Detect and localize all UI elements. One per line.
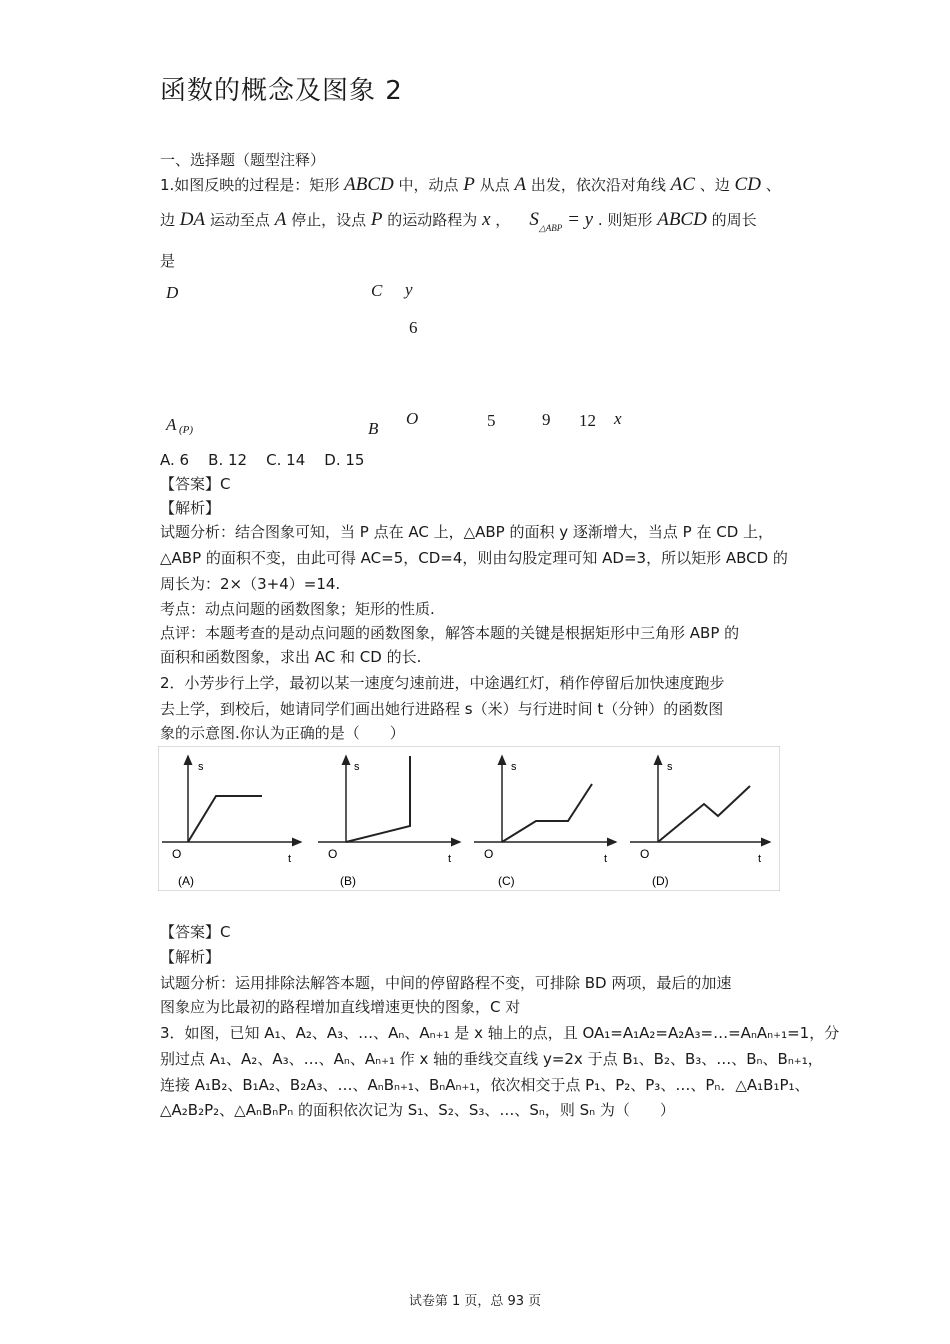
q1-text: 出发，依次沿对角线 xyxy=(530,176,666,194)
q1-eq: = y xyxy=(567,209,594,230)
q1-text: 中，动点 xyxy=(398,176,459,194)
q1-text: 、 xyxy=(765,176,781,194)
section-heading: 一、选择题（题型注释） xyxy=(160,151,326,169)
q1-text: . 则矩形 xyxy=(597,211,653,229)
graph-b xyxy=(318,756,460,888)
q1-text: 的周长 xyxy=(711,211,757,229)
q3-line: 3．如图，已知 A₁、A₂、A₃、…、Aₙ、Aₙ₊₁ 是 x 轴上的点，且 OA₁=A₁A₂=A₂A₃=…=AₙAₙ₊₁=1，分 xyxy=(160,1024,840,1042)
graph-b-t-label: t xyxy=(448,853,452,865)
q1-text: 的运动路程为 xyxy=(387,211,478,229)
graph-b-s-label: s xyxy=(354,761,360,773)
q1-analysis-tag: 【解析】 xyxy=(160,499,221,517)
q2-analysis-line: 试题分析：运用排除法解答本题，中间的停留路程不变，可排除 BD 两项，最后的加速 xyxy=(160,974,732,992)
q1-s-sub: △ABP xyxy=(538,223,563,233)
q1-abcd2: ABCD xyxy=(657,209,707,230)
graph-d-caption: (D) xyxy=(652,874,669,888)
q1-ac: AC xyxy=(670,174,695,195)
q1-text: 、边 xyxy=(699,176,730,194)
graph-a-s-label: s xyxy=(198,761,204,773)
graph-a-curve xyxy=(188,796,262,842)
graph-c-curve xyxy=(502,784,592,842)
label-c: C xyxy=(371,281,383,300)
page-footer: 试卷第 1 页，总 93 页 xyxy=(408,1294,542,1309)
q1-answer: 【答案】C xyxy=(160,475,231,493)
graph-d-curve xyxy=(658,786,750,842)
label-p: (P) xyxy=(179,424,194,436)
q1-kaodian: 考点：动点问题的函数图象；矩形的性质. xyxy=(160,600,435,618)
graph-c-s-label: s xyxy=(511,761,517,773)
label-x-axis: x xyxy=(614,409,622,428)
q1-text: 运动至点 xyxy=(209,211,270,229)
q3-line: 连接 A₁B₂、B₁A₂、B₂A₃、…、AₙBₙ₊₁、BₙAₙ₊₁，依次相交于点 P₁、P₂、P₃、…、Pₙ．△A₁B₁P₁、 xyxy=(160,1076,810,1094)
label-x-nine: 9 xyxy=(542,410,551,429)
q1-line3: 是 xyxy=(160,252,176,270)
graph-a xyxy=(162,756,301,888)
graph-d-origin: O xyxy=(640,847,650,861)
q1-text: ， xyxy=(495,211,511,229)
label-y-six: 6 xyxy=(409,318,418,337)
q1-p2: P xyxy=(370,209,383,230)
q2-line: 去上学，到校后，她请同学们画出她行进路程 s（米）与行进时间 t（分钟）的函数图 xyxy=(160,700,724,718)
q2-analysis-line: 图象应为比最初的路程增加直线增速更快的图象，C 对 xyxy=(160,998,521,1016)
q1-text: 停止，设点 xyxy=(291,211,367,229)
q1-text: 1.如图反映的过程是：矩形 xyxy=(160,176,340,194)
q1-x: x xyxy=(482,209,491,230)
q1-abcd: ABCD xyxy=(344,174,394,195)
q1-cd: CD xyxy=(734,174,761,195)
label-b: B xyxy=(368,419,379,438)
q1-options: A. 6 B. 12 C. 14 D. 15 xyxy=(160,451,365,469)
q1-da: DA xyxy=(179,209,206,230)
page-title: 函数的概念及图象 2 xyxy=(160,76,403,106)
q1-text: 从点 xyxy=(479,176,510,194)
label-a: A xyxy=(166,415,177,434)
q1-line2 xyxy=(160,208,757,234)
q1-analysis-line: 试题分析：结合图象可知，当 P 点在 AC 上，△ABP 的面积 y 逐渐增大，当点 P 在 CD 上， xyxy=(160,523,774,541)
q3-line: 别过点 A₁、A₂、A₃、…、Aₙ、Aₙ₊₁ 作 x 轴的垂线交直线 y=2x 于点 B₁、B₂、B₃、…、Bₙ、Bₙ₊₁， xyxy=(160,1050,823,1068)
q1-text: 边 xyxy=(160,211,176,229)
q2-answer: 【答案】C xyxy=(160,923,231,941)
graph-c xyxy=(474,756,616,888)
q1-line1 xyxy=(160,173,781,197)
q1-dianping-line: 点评：本题考查的是动点问题的函数图象，解答本题的关键是根据矩形中三角形 ABP 的 xyxy=(160,624,740,642)
label-origin: O xyxy=(406,409,419,428)
q2-line: 象的示意图.你认为正确的是（ ） xyxy=(160,724,405,742)
graph-b-caption: (B) xyxy=(340,874,356,888)
label-x-twelve: 12 xyxy=(579,411,596,430)
label-d: D xyxy=(166,283,179,302)
q1-analysis-line: △ABP 的面积不变，由此可得 AC=5，CD=4，则由勾股定理可知 AD=3，所以矩形 ABCD 的 xyxy=(160,549,788,567)
q2-line: 2．小芳步行上学，最初以某一速度匀速前进，中途遇红灯，稍作停留后加快速度跑步 xyxy=(160,674,725,692)
q1-analysis-line: 周长为：2×（3+4）=14. xyxy=(160,575,341,593)
graph-c-t-label: t xyxy=(604,853,608,865)
graph-a-origin: O xyxy=(172,847,182,861)
graph-c-origin: O xyxy=(484,847,494,861)
q3-line: △A₂B₂P₂、△AₙBₙPₙ 的面积依次记为 S₁、S₂、S₃、…、Sₙ，则 Sₙ 为（ ） xyxy=(160,1101,675,1119)
graph-d-s-label: s xyxy=(667,761,673,773)
graph-c-caption: (C) xyxy=(498,874,515,888)
q1-s: S xyxy=(529,209,539,230)
label-x-five: 5 xyxy=(487,411,496,430)
label-y-axis: y xyxy=(405,280,413,299)
q1-a: A xyxy=(514,174,527,195)
graph-d-t-label: t xyxy=(758,853,762,865)
graph-a-caption: (A) xyxy=(178,874,194,888)
q1-dianping-line: 面积和函数图象，求出 AC 和 CD 的长. xyxy=(160,648,422,666)
graph-d xyxy=(630,756,770,888)
q2-option-graphs xyxy=(158,746,780,891)
graph-b-origin: O xyxy=(328,847,338,861)
q1-a2: A xyxy=(274,209,287,230)
q1-p: P xyxy=(463,174,475,195)
q2-analysis-tag: 【解析】 xyxy=(160,948,221,966)
graph-a-t-label: t xyxy=(288,853,292,865)
